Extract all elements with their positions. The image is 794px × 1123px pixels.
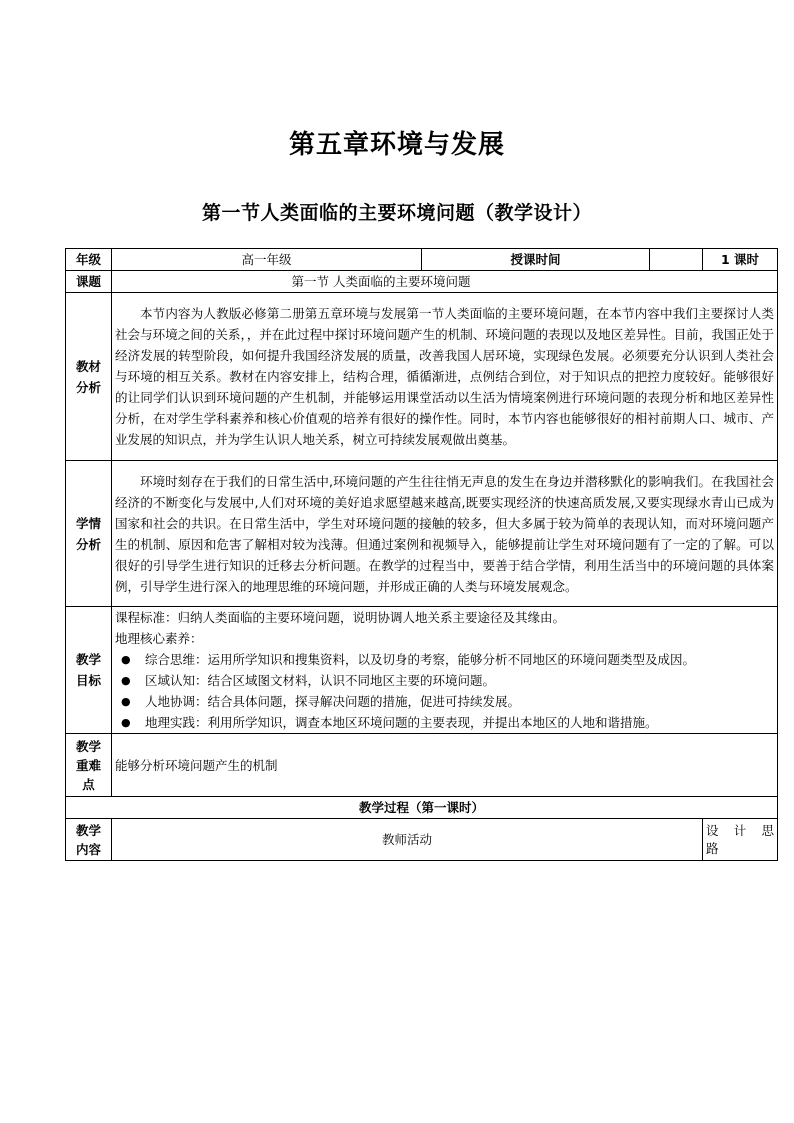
textbook-label-line-1: 教材 bbox=[75, 358, 101, 374]
teaching-goals-row bbox=[66, 607, 778, 734]
goals-label-line-1: 教学 bbox=[75, 652, 101, 667]
key-points-value: 能够分析环境问题产生的机制 bbox=[112, 734, 778, 797]
grade-value: 高一年级 bbox=[112, 249, 422, 271]
goals-label-line-2: 目标 bbox=[75, 673, 101, 688]
activity-header-row bbox=[66, 819, 778, 861]
core-literacy-heading: 地理核心素养： bbox=[115, 631, 203, 646]
goal-text: 区域认知：结合区域图文材料，认识不同地区主要的环境问题。 bbox=[145, 673, 496, 688]
section-title: 第一节人类面临的主要环境问题（教学设计） bbox=[201, 202, 592, 224]
textbook-analysis-text: 本节内容为人教版必修第二册第五章环境与发展第一节人类面临的主要环境问题，在本节内容中我们主要探讨人类社会与环境之间的关系，，并在此过程中探讨环境问题产生的机制、环境问题的表现以及地区差异性。目前，我国正处于经济发展的转型阶段，如何提升我国经济发展的质量，改善我国人居环境，实现绿色发展。必须要充分认识到人类社会与环境的相互关系。教材在内容安排上，结构合理，循循渐进，点例结合到位，对于知识点的把控力度较好。能够很好的让同学们认识到环境问题的产生机制，并能够运用课堂活动以生活为情境案例进行环境问题的表现分析和地区差异性分析，在对学生学科素养和核心价值观的培养有很好的操作性。同时，本节内容也能够很好的相衬前期人口、城市、产业发展的知识点，并为学生认识人地关系，树立可持续发展观做出奠基。 bbox=[115, 306, 774, 447]
student-analysis-cell bbox=[112, 461, 778, 607]
curriculum-standard: 课程标准：归纳人类面临的主要环境问题，说明协调人地关系主要途径及其缘由。 bbox=[115, 610, 566, 625]
textbook-analysis-cell bbox=[112, 293, 778, 461]
bullet-icon: ● bbox=[121, 674, 131, 687]
teaching-process-header: 教学过程（第一课时） bbox=[66, 797, 778, 819]
goal-item bbox=[115, 712, 774, 733]
design-label-line-1: 设 计 思 bbox=[706, 822, 774, 838]
goal-item bbox=[115, 691, 774, 712]
textbook-analysis-label bbox=[66, 293, 112, 461]
student-label-line-1: 学情 bbox=[75, 515, 101, 531]
process-header-row bbox=[66, 797, 778, 819]
grade-row bbox=[66, 249, 778, 271]
design-thinking-header bbox=[703, 819, 778, 861]
topic-row bbox=[66, 271, 778, 293]
key-points-label bbox=[66, 734, 112, 797]
student-analysis-text: 环境时刻存在于我们的日常生活中,环境问题的产生往往悄无声息的发生在身边并潜移默化的影响我们。在我国社会经济的不断变化与发展中,人们对环境的美好追求愿望越来越高,既要实现经济的快速高质发展,又要实现绿水青山已成为国家和社会的共识。在日常生活中，学生对环境问题的接触的较多，但大多属于较为简单的表现认知，而对环境问题产生的机制、原因和危害了解相对较为浅薄。但通过案例和视频导入，能够提前让学生对环境问题有了一定的了解。可以很好的引导学生进行知识的迁移去分析问题。在教学的过程当中，要善于结合学情，利用生活当中的环境问题的具体案例，引导学生进行深入的地理思维的环境问题，并形成正确的人类与环境发展观念。 bbox=[115, 473, 774, 594]
teacher-activity-header: 教师活动 bbox=[112, 819, 703, 861]
goal-item bbox=[115, 649, 774, 670]
bullet-icon: ● bbox=[121, 695, 131, 708]
topic-label: 课题 bbox=[66, 271, 112, 293]
chapter-title: 第五章环境与发展 bbox=[288, 130, 505, 160]
key-label-line-3: 点 bbox=[82, 776, 95, 792]
teaching-goals-label bbox=[66, 607, 112, 734]
lesson-time-value bbox=[650, 249, 703, 271]
class-hours-value: 1 课时 bbox=[703, 249, 778, 271]
topic-value: 第一节 人类面临的主要环境问题 bbox=[112, 271, 778, 293]
goal-text: 综合思维：运用所学知识和搜集资料，以及切身的考察，能够分析不同地区的环境问题类型及成因。 bbox=[145, 652, 696, 667]
key-points-row bbox=[66, 734, 778, 797]
teaching-goals-cell bbox=[112, 607, 778, 734]
lesson-plan-table bbox=[65, 248, 778, 861]
textbook-analysis-row bbox=[66, 293, 778, 461]
bullet-icon: ● bbox=[121, 716, 131, 729]
content-label-line-1: 教学 bbox=[75, 822, 101, 838]
lesson-time-label: 授课时间 bbox=[422, 249, 650, 271]
grade-label: 年级 bbox=[66, 249, 112, 271]
goal-text: 地理实践：利用所学知识，调查本地区环境问题的主要表现，并提出本地区的人地和谐措施。 bbox=[145, 715, 658, 730]
key-label-line-1: 教学 bbox=[75, 738, 101, 754]
student-analysis-row bbox=[66, 461, 778, 607]
goal-text: 人地协调：结合具体问题，探寻解决问题的措施，促进可持续发展。 bbox=[145, 694, 521, 709]
content-label-line-2: 内容 bbox=[75, 841, 101, 857]
student-label-line-2: 分析 bbox=[75, 536, 101, 552]
textbook-label-line-2: 分析 bbox=[75, 379, 101, 395]
teaching-content-label bbox=[66, 819, 112, 861]
design-label-line-2: 路 bbox=[706, 840, 719, 856]
goal-item bbox=[115, 670, 774, 691]
student-analysis-label bbox=[66, 461, 112, 607]
key-label-line-2: 重难 bbox=[75, 757, 101, 773]
bullet-icon: ● bbox=[121, 653, 131, 666]
